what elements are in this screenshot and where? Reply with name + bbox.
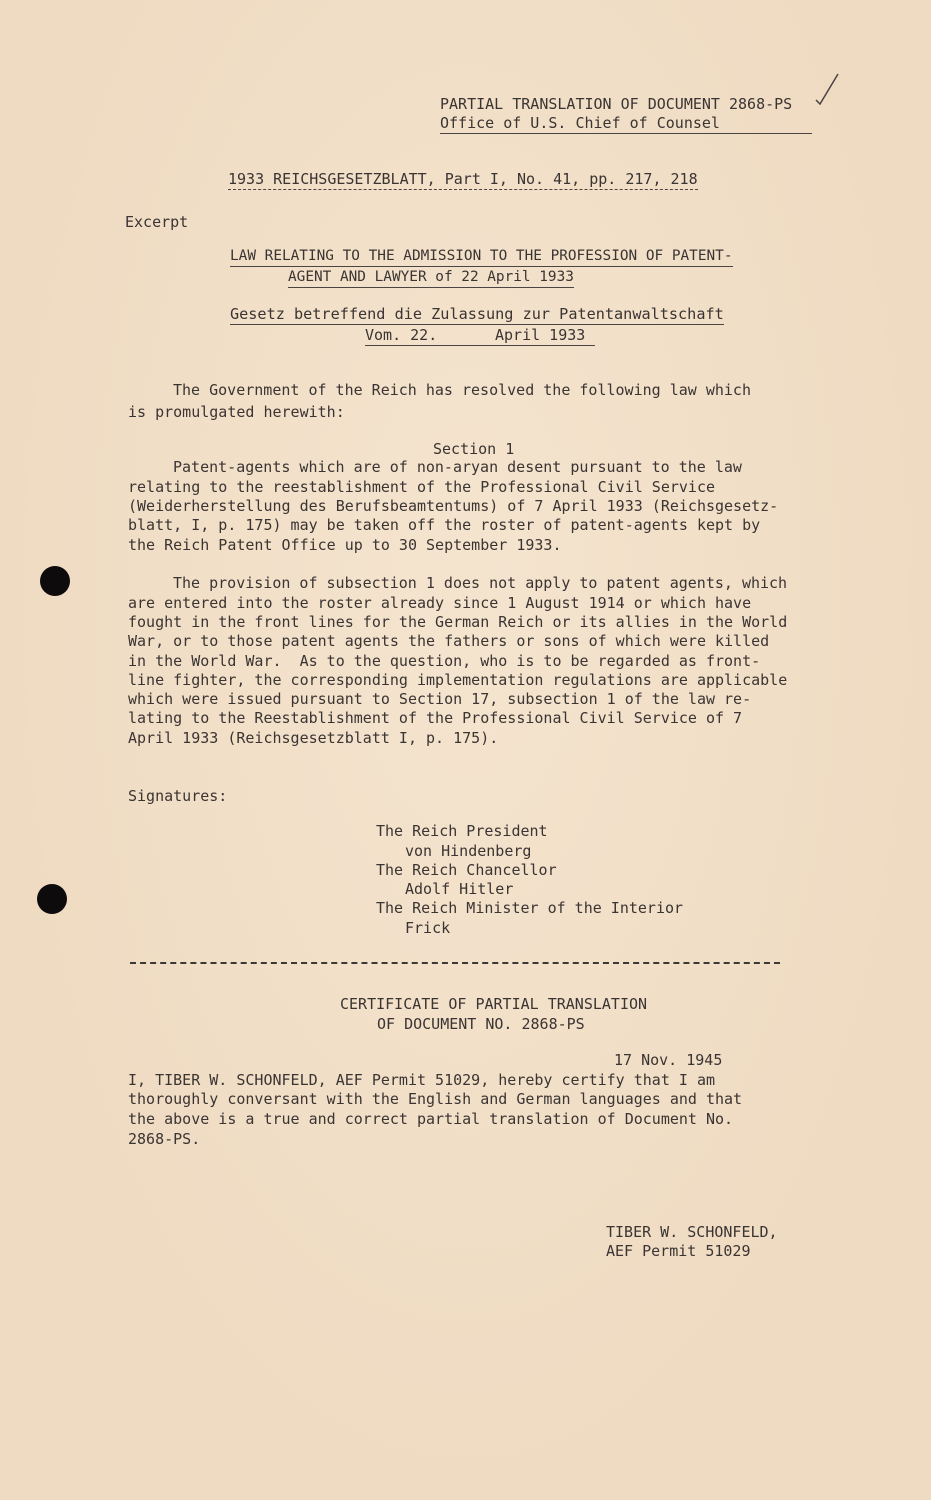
para1-line: the Reich Patent Office up to 30 September 1933. bbox=[128, 536, 562, 554]
certificate-title: CERTIFICATE OF PARTIAL TRANSLATION bbox=[340, 995, 648, 1013]
certificate-document: OF DOCUMENT NO. 2868-PS bbox=[377, 1015, 585, 1033]
signer-name: TIBER W. SCHONFELD, bbox=[606, 1223, 778, 1241]
preamble-line2: is promulgated herewith: bbox=[128, 403, 345, 421]
para2-line: are entered into the roster already since 1 August 1914 or which have bbox=[128, 594, 752, 612]
para2-line: lating to the Reestablishment of the Professional Civil Service of 7 bbox=[128, 709, 743, 727]
title-german-line1: Gesetz betreffend die Zulassung zur Patentanwaltschaft bbox=[230, 305, 724, 323]
title-english-line1: LAW RELATING TO THE ADMISSION TO THE PROFESSION OF PATENT- bbox=[230, 247, 733, 267]
certificate-date: 17 Nov. 1945 bbox=[614, 1051, 723, 1069]
para2-line: which were issued pursuant to Section 17, subsection 1 of the law re- bbox=[128, 690, 752, 708]
title-english-line2: AGENT AND LAWYER of 22 April 1933 bbox=[288, 268, 574, 288]
certificate-body-line: the above is a true and correct partial translation of Document No. bbox=[128, 1110, 734, 1128]
para1-line: (Weiderherstellung des Berufsbeamtentums) of 7 April 1933 (Reichsgesetz- bbox=[128, 497, 779, 515]
para2-line: War, or to those patent agents the fathers or sons of which were killed bbox=[128, 632, 770, 650]
punch-hole bbox=[40, 566, 70, 596]
signature-line: von Hindenberg bbox=[405, 842, 532, 860]
excerpt-label: Excerpt bbox=[125, 213, 189, 231]
para1-line: Patent-agents which are of non-aryan desent pursuant to the law bbox=[173, 458, 742, 476]
para1-line: blatt, I, p. 175) may be taken off the roster of patent-agents kept by bbox=[128, 516, 761, 534]
para2-line: in the World War. As to the question, who is to be regarded as front- bbox=[128, 652, 761, 670]
signer-permit: AEF Permit 51029 bbox=[606, 1242, 751, 1260]
para1-line: relating to the reestablishment of the Professional Civil Service bbox=[128, 478, 715, 496]
certificate-body-line: thoroughly conversant with the English and German languages and that bbox=[128, 1090, 743, 1108]
signature-line: Frick bbox=[405, 919, 451, 937]
para2-line: April 1933 (Reichsgesetzblatt I, p. 175). bbox=[128, 729, 499, 747]
signature-line: The Reich Chancellor bbox=[376, 861, 557, 879]
title-german-line2a: Vom. 22. bbox=[365, 326, 495, 346]
para2-line: line fighter, the corresponding implementation regulations are applicable bbox=[128, 671, 788, 689]
certificate-body-line: I, TIBER W. SCHONFELD, AEF Permit 51029, hereby certify that I am bbox=[128, 1071, 715, 1089]
header-office: Office of U.S. Chief of Counsel bbox=[440, 114, 812, 134]
signature-line: The Reich Minister of the Interior bbox=[376, 899, 684, 917]
para2-line: fought in the front lines for the German Reich or its allies in the World bbox=[128, 613, 788, 631]
title-german-line2b: April 1933 bbox=[495, 326, 595, 346]
separator-dashed-line bbox=[130, 962, 780, 964]
preamble-line1: The Government of the Reich has resolved the following law which bbox=[173, 381, 751, 399]
citation: 1933 REICHSGESETZBLATT, Part I, No. 41, pp. 217, 218 bbox=[228, 170, 698, 188]
certificate-body-line: 2868-PS. bbox=[128, 1130, 201, 1148]
para2-line: The provision of subsection 1 does not apply to patent agents, which bbox=[173, 574, 788, 592]
check-mark-icon bbox=[812, 70, 842, 110]
header-title: PARTIAL TRANSLATION OF DOCUMENT 2868-PS bbox=[440, 95, 793, 113]
signature-line: Adolf Hitler bbox=[405, 880, 514, 898]
punch-hole bbox=[37, 884, 67, 914]
section-heading: Section 1 bbox=[433, 440, 515, 458]
signatures-label: Signatures: bbox=[128, 787, 228, 805]
signature-line: The Reich President bbox=[376, 822, 548, 840]
